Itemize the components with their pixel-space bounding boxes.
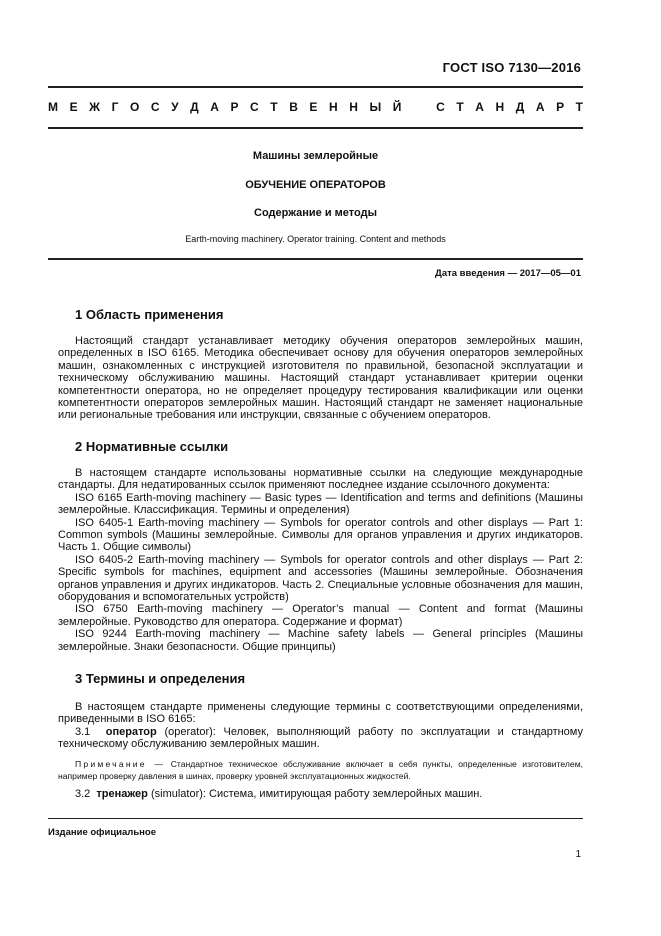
interstate-standard-banner <box>48 100 583 114</box>
main-title: ОБУЧЕНИЕ ОПЕРАТОРОВ <box>245 179 386 191</box>
note-text: Стандартное техническое обслуживание включает в себя пункты, определенные изготовителем, например проверку давления в шинах, проверку уровней эксплуатационных жидкостей. <box>58 759 583 781</box>
section-3-heading: 3 Термины и определения <box>75 671 246 686</box>
reference-item: ISO 6405-2 Earth-moving machinery — Symbols for operator controls and other displays — Part 2: Specific symbols for machines, equipment and accessories (Машины землеройные. Обозначения органов управления и других индикаторов. Часть 2. Специальные условные обозначения для машин, оборудования и вспомогательных устройств) <box>58 553 583 604</box>
term-definition <box>58 726 583 751</box>
section-2-heading: 2 Нормативные ссылки <box>75 439 229 454</box>
document-number: ГОСТ ISO 7130—2016 <box>442 60 581 75</box>
reference-item: ISO 9244 Earth-moving machinery — Machine safety labels — General principles (Машины землеройные. Знаки безопасности. Общие принципы) <box>58 628 583 653</box>
banner-letter: Д <box>190 100 199 114</box>
note-label: Примечание — <box>75 759 166 769</box>
banner-letter: Р <box>556 100 565 114</box>
banner-letter: А <box>475 100 484 114</box>
banner-letter: Д <box>515 100 525 114</box>
section-2-intro: В настоящем стандарте использованы нормативные ссылки на следующие международные стандарты. Для недатированных ссылок применяют последнее издание ссылочного документа: <box>58 467 583 492</box>
subtitle: Содержание и методы <box>254 207 377 219</box>
banner-letter: Е <box>69 100 78 114</box>
section-1-paragraph: Настоящий стандарт устанавливает методику обучения операторов землеройных машин, определенных в ISO 6165. Методика обеспечивает основу для обучения операторов землеройных машин, ознакомленных с инструкцией изготовителя по правильной, безопасной эксплуатации и техническому обслуживанию машины. Настоящий стандарт устанавливает критерии оценки компетентности оператора, но не определяет процедуру тестирования квалификации или оценки компетентности операторов землеройных машин. Настоящий стандарт не заменяет национальные или региональные требования или инструкции, связанные с обучением операторов. <box>58 335 583 422</box>
section-2-body <box>58 467 583 653</box>
banner-letter: У <box>171 100 179 114</box>
banner-letter: В <box>289 100 298 114</box>
page-number: 1 <box>575 849 581 860</box>
banner-letter: С <box>436 100 445 114</box>
banner-letter: М <box>48 100 58 114</box>
banner-letter: Г <box>111 100 119 114</box>
banner-rule <box>48 127 583 129</box>
note <box>58 758 583 782</box>
section-3-body <box>58 701 583 751</box>
banner-letter: Ж <box>89 100 100 114</box>
banner-letter: Й <box>392 100 402 114</box>
introduction-date: Дата введения — 2017—05—01 <box>435 268 581 279</box>
term-text: (operator): Человек, выполняющий работу по эксплуатации и стандартному техническому обслуживанию землеройных машин. <box>58 725 583 751</box>
banner-letter: Т <box>575 100 583 114</box>
term-definition <box>58 788 583 800</box>
banner-letter: Н <box>349 100 358 114</box>
reference-item: ISO 6750 Earth-moving machinery — Operator’s manual — Content and format (Машины землеройные. Руководство для оператора. Содержание и формат) <box>58 603 583 628</box>
banner-letter: Т <box>456 100 464 114</box>
english-title: Earth-moving machinery. Operator training. Content and methods <box>185 234 446 244</box>
banner-letter: А <box>210 100 219 114</box>
footer-rule <box>48 818 583 819</box>
banner-letter: С <box>250 100 259 114</box>
banner-letter: Е <box>309 100 318 114</box>
category-title: Машины землеройные <box>252 150 379 162</box>
term-word: тренажер <box>96 788 148 800</box>
official-edition-label: Издание официальное <box>48 827 156 838</box>
term-number: 3.2 <box>75 788 91 800</box>
term-word: оператор <box>105 725 157 738</box>
section-1-heading: 1 Область применения <box>75 307 224 322</box>
banner-letter: С <box>150 100 160 114</box>
top-rule <box>48 86 583 88</box>
term-number: 3.1 <box>75 725 91 738</box>
section-1-body <box>58 335 583 422</box>
title-rule <box>48 258 583 260</box>
banner-letter: Р <box>230 100 239 114</box>
section-3-intro: В настоящем стандарте применены следующие термины с соответствующими определениями, приведенными в ISO 6165: <box>58 701 583 726</box>
banner-letter: А <box>535 100 545 114</box>
banner-letter: Т <box>270 100 278 114</box>
banner-letter: Ы <box>369 100 382 114</box>
term-text: (simulator): Система, имитирующая работу землеройных машин. <box>147 788 483 800</box>
banner-letter: Н <box>495 100 505 114</box>
reference-item: ISO 6405-1 Earth-moving machinery — Symbols for operator controls and other displays — Part 1: Common symbols (Машины землеройные. Символы для органов управления и других индикаторов. Часть 1. Общие символы) <box>58 516 583 554</box>
banner-letter: Н <box>329 100 338 114</box>
banner-letter: О <box>129 100 140 114</box>
reference-item: ISO 6165 Earth-moving machinery — Basic types — Identification and terms and definitions (Машины землеройные. Классификация. Термины и определения) <box>58 491 583 517</box>
